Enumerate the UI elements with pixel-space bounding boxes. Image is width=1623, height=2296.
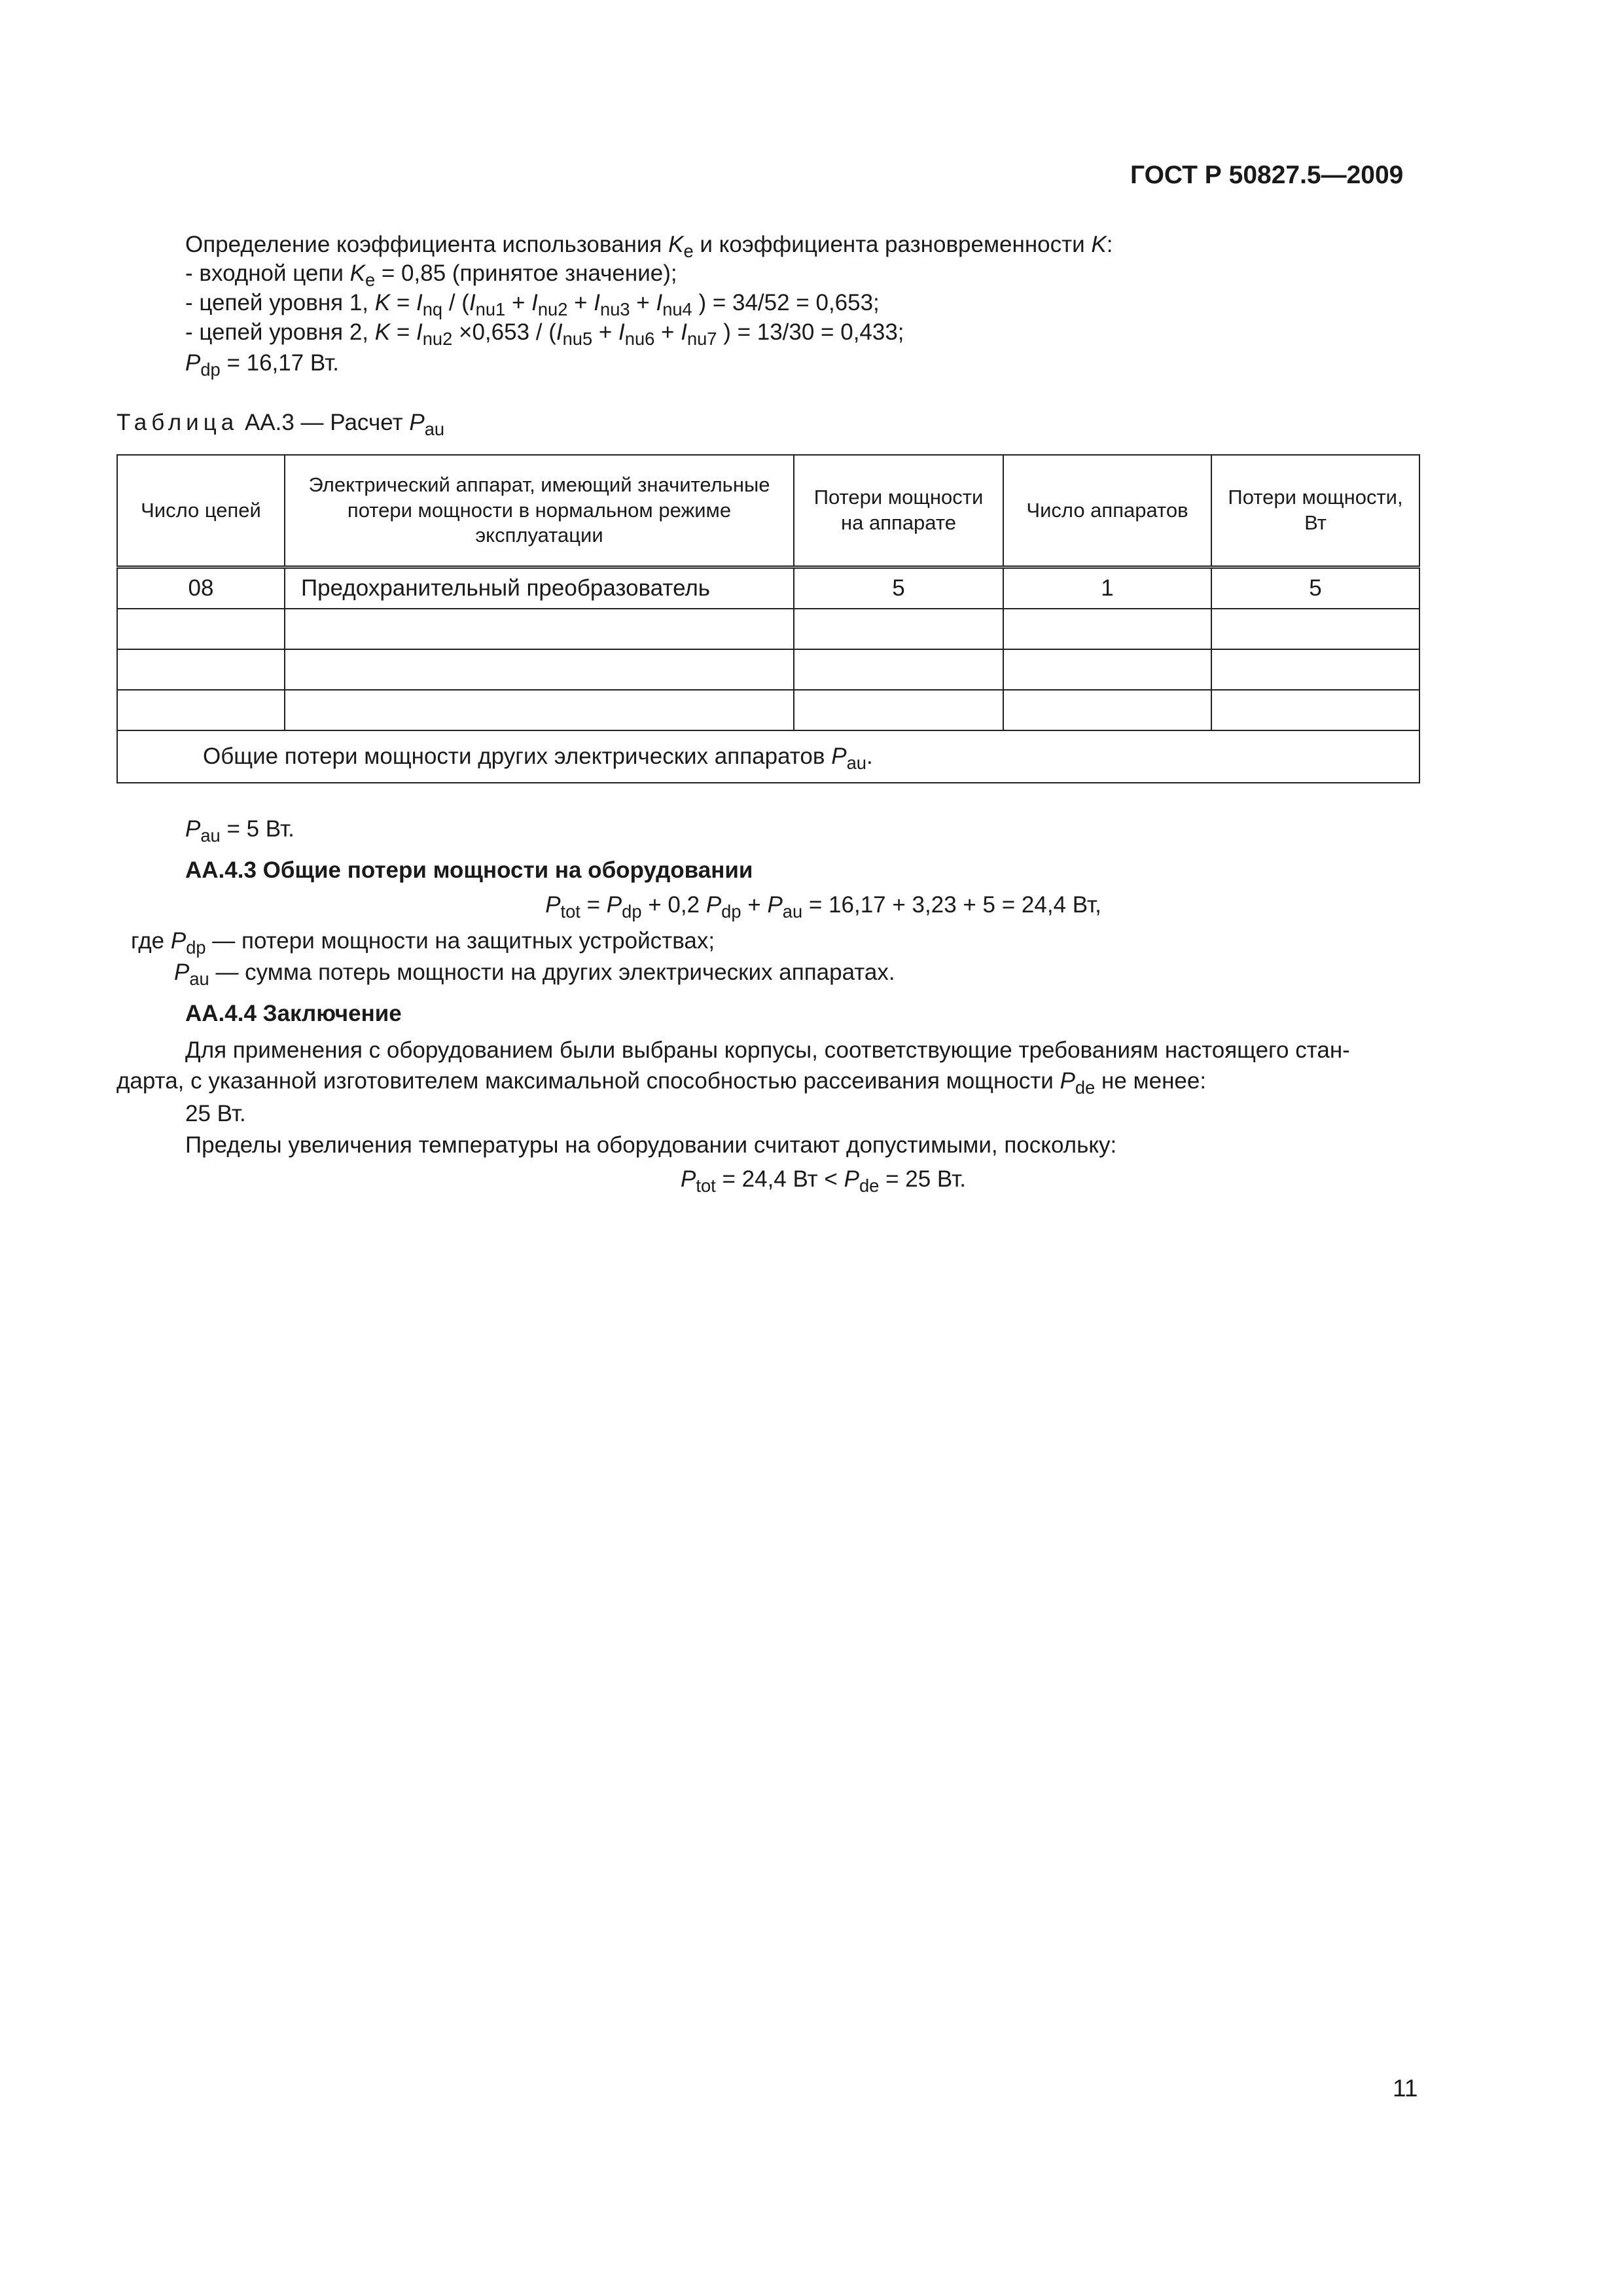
intro-line-1: Определение коэффициента использования $K_e$ и коэффициента разновременности K: (185, 232, 1113, 262)
table-row (117, 649, 1419, 690)
table-cell (285, 649, 794, 690)
table-cell (794, 690, 1003, 730)
table-cell (1003, 649, 1211, 690)
table-cell: 1 (1003, 567, 1211, 609)
definition-pau: $P_{au}$ — сумма потерь мощности на других электрических аппаратах. (174, 960, 895, 990)
intro-line-4: - цепей уровня 2, $K = I_{nu2} \times 0,653 / (I_{nu5} + I_{nu6} + I_{nu7}$ ) = 13/30 = 0,433; (185, 319, 904, 350)
page-number: 11 (1393, 2075, 1418, 2102)
table-cell (285, 609, 794, 649)
conclusion-line-2: дарта, с указанной изготовителем максимальной способностью рассеивания мощности $P_{de}$ не менее: (116, 1068, 1207, 1098)
pau-value: $P_{au} = 5$ Вт. (185, 816, 294, 846)
losses-table (116, 454, 1420, 783)
table-cell (794, 649, 1003, 690)
conclusion-line-3: 25 Вт. (185, 1101, 246, 1126)
header-circuits: Число цепей (117, 455, 285, 567)
section-aa44-title: АА.4.4 Заключение (185, 1001, 402, 1026)
header-device-count: Число аппаратов (1003, 455, 1211, 567)
definition-pdp: где $P_{dp}$ — потери мощности на защитных устройствах; (131, 928, 715, 958)
header-device-loss: Потери мощности на аппарате (794, 455, 1003, 567)
table-cell: Предохранительный преобразователь (285, 567, 794, 609)
table-cell (1211, 609, 1419, 649)
header-device: Электрический аппарат, имеющий значительные потери мощности в нормальном режиме эксплуатации (285, 455, 794, 567)
final-formula: $P_{tot} = 24,4$ Вт < $P_{de} = 25$ Вт. (681, 1166, 966, 1196)
table-total-row (117, 730, 1419, 783)
intro-line-2: - входной цепи $K_e = 0,85$ (принятое значение); (185, 260, 677, 291)
table-cell: 5 (794, 567, 1003, 609)
intro-line-5: $P_{dp} = 16,17$ Вт. (185, 350, 339, 380)
section-aa43-title: АА.4.3 Общие потери мощности на оборудовании (185, 857, 753, 883)
table-cell (117, 690, 285, 730)
table-cell (1003, 690, 1211, 730)
table-cell: 5 (1211, 567, 1419, 609)
table-cell: 08 (117, 567, 285, 609)
ptot-formula: $P_{tot} = P_{dp} + 0,2$ $P_{dp} + P_{au} = 16,17 + 3,23 + 5 = 24,4$ Вт, (545, 892, 1101, 922)
conclusion-line-4: Пределы увеличения температуры на оборудовании считают допустимыми, поскольку: (185, 1132, 1117, 1158)
table-caption: Таблица АА.3 — Расчет $P_{au}$ (116, 410, 445, 440)
table-cell (117, 649, 285, 690)
table-cell (1003, 609, 1211, 649)
conclusion-line-1: Для применения с оборудованием были выбраны корпусы, соответствующие требованиям настоящего стан- (185, 1037, 1350, 1063)
table-header-row (117, 455, 1419, 567)
table-cell (794, 609, 1003, 649)
table-row (117, 567, 1419, 609)
table-row (117, 690, 1419, 730)
table-cell (1211, 690, 1419, 730)
header-total-loss: Потери мощности, Вт (1211, 455, 1419, 567)
table-cell (1211, 649, 1419, 690)
standard-number: ГОСТ Р 50827.5—2009 (1130, 161, 1404, 189)
table-cell (285, 690, 794, 730)
table-row (117, 609, 1419, 649)
intro-line-3: - цепей уровня 1, $K = I_{nq} / (I_{nu1} + I_{nu2} + I_{nu3} + I_{nu4}$ ) = 34/52 = 0,653; (185, 290, 880, 320)
table-total-cell: Общие потери мощности других электрических аппаратов $P_{au}$. (117, 730, 1419, 783)
table-cell (117, 609, 285, 649)
